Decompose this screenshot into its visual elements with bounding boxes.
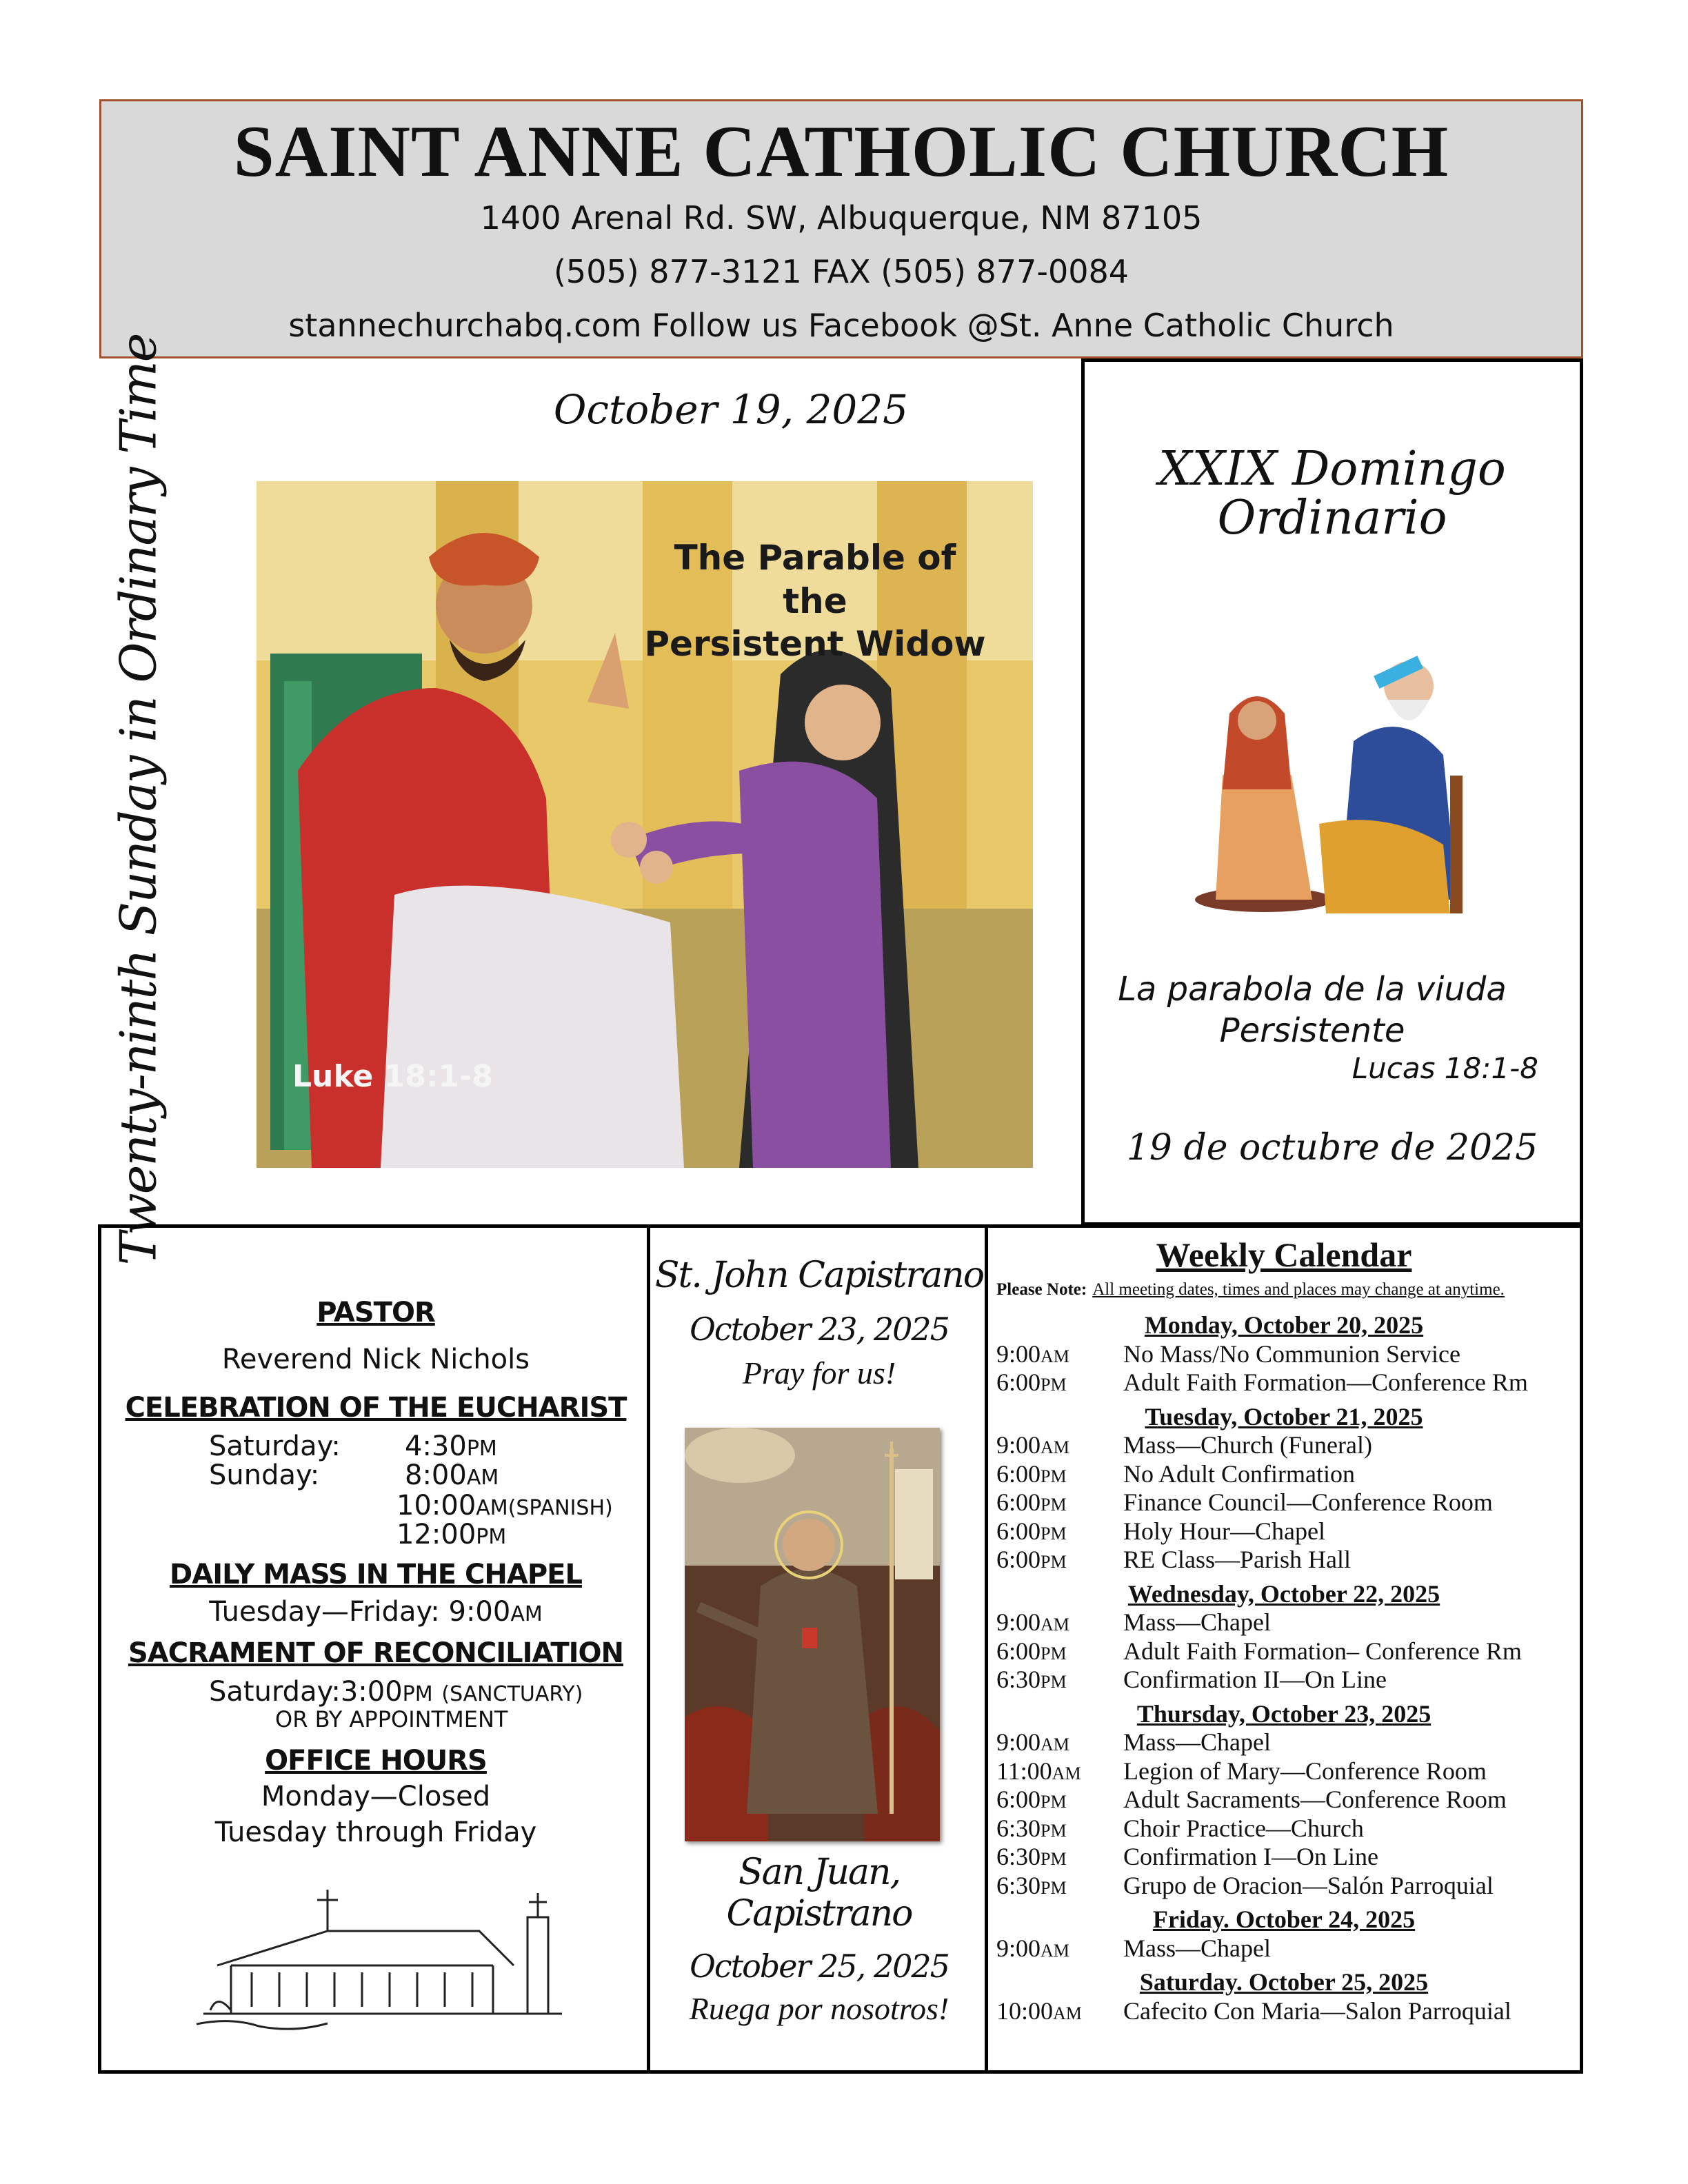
calendar-event-description: Choir Practice—Church (1123, 1814, 1364, 1842)
calendar-event-description: Confirmation I—On Line (1123, 1843, 1378, 1870)
spanish-scripture-reference: Lucas 18:1-8 (1352, 1051, 1538, 1085)
church-building-sketch (190, 1876, 576, 2041)
calendar-day-heading: Tuesday, October 21, 2025 (1145, 1402, 1423, 1430)
saint-name-spanish-line2: Capistrano (726, 1892, 912, 1934)
calendar-event-time: 6:00PM (996, 1488, 1067, 1516)
spanish-title (1085, 442, 1580, 546)
reconciliation-place: (SANCTUARY) (441, 1682, 583, 1706)
calendar-event-time: 6:30PM (996, 1814, 1067, 1842)
calendar-event-time: 9:00AM (996, 1339, 1069, 1368)
church-name: SAINT ANNE CATHOLIC CHURCH (233, 111, 1449, 192)
saint-name-spanish-line1: San Juan, (738, 1852, 900, 1893)
calendar-event-time: 11:00AM (996, 1757, 1081, 1785)
calendar-event-description: Cafecito Con Maria—Salon Parroquial (1123, 1996, 1511, 2025)
calendar-event-time: 6:00PM (996, 1546, 1067, 1573)
bulletin-date: October 19, 2025 (553, 386, 909, 433)
pastor-name: Reverend Nick Nichols (221, 1344, 530, 1375)
church-header (99, 99, 1583, 358)
painting-caption-line1: The Parable of the (674, 538, 956, 621)
calendar-event-description: Adult Sacraments—Conference Room (1123, 1786, 1507, 1813)
calendar-event-time: 9:00AM (996, 1728, 1069, 1756)
calendar-event-description: Mass—Church (Funeral) (1123, 1431, 1372, 1459)
pm-label: PM (466, 1437, 497, 1461)
calendar-event-description: Mass—Chapel (1123, 1608, 1271, 1636)
reconciliation-appointment: OR BY APPOINTMENT (275, 1706, 508, 1732)
saint-john-capistrano-painting (685, 1428, 940, 1841)
saint-date-spanish: October 25, 2025 (690, 1948, 949, 1985)
calendar-note (996, 1280, 1505, 1300)
spanish-title-line2: Ordinario (1217, 491, 1447, 546)
office-hours-line1: Monday—Closed (261, 1781, 491, 1812)
calendar-event-time: 6:30PM (996, 1871, 1067, 1899)
saturday-label: Saturday: (209, 1430, 341, 1462)
reconciliation-heading: SACRAMENT OF RECONCILIATION (128, 1637, 624, 1669)
calendar-day-heading: Saturday. October 25, 2025 (1139, 1968, 1429, 1996)
calendar-day-heading: Wednesday, October 22, 2025 (1127, 1579, 1440, 1608)
pm-label: PM (402, 1682, 433, 1706)
spanish-date: 19 de octubre de 2025 (1126, 1127, 1538, 1169)
calendar-event-time: 9:00AM (996, 1608, 1069, 1636)
painting-caption (643, 536, 987, 666)
spanish-parable-title (1105, 969, 1519, 1051)
daily-mass-times (101, 1596, 650, 1628)
calendar-event-time: 6:00PM (996, 1459, 1067, 1488)
calendar-event-time: 6:00PM (996, 1637, 1067, 1665)
sunday-time-2: 10:00 (396, 1490, 476, 1521)
calendar-event-description: No Mass/No Communion Service (1123, 1339, 1460, 1368)
calendar-event-description: Adult Faith Formation– Conference Rm (1123, 1637, 1522, 1665)
saturday-time: 4:30 (405, 1430, 467, 1462)
office-hours-heading: OFFICE HOURS (265, 1745, 487, 1777)
calendar-event-description: Mass—Chapel (1123, 1728, 1271, 1756)
spanish-panel (1081, 358, 1583, 1226)
calendar-title: Weekly Calendar (1156, 1235, 1412, 1274)
saint-column (650, 1228, 988, 2070)
calendar-event-time: 6:00PM (996, 1786, 1067, 1813)
calendar-event-description: No Adult Confirmation (1123, 1459, 1355, 1488)
sunday-time-1: 8:00 (405, 1459, 467, 1491)
calendar-event-description: Confirmation II—On Line (1123, 1666, 1387, 1693)
sunday-mass-time-2 (396, 1490, 613, 1521)
calendar-event-description: Finance Council—Conference Room (1123, 1488, 1493, 1516)
am-label: AM (466, 1466, 499, 1490)
spanish-title-line1: XXIX Domingo (1158, 442, 1506, 496)
calendar-day-heading: Friday. October 24, 2025 (1152, 1905, 1416, 1933)
scripture-reference: Luke 18:1-8 (292, 1059, 493, 1094)
calendar-event-description: Legion of Mary—Conference Room (1123, 1757, 1487, 1785)
church-address: 1400 Arenal Rd. SW, Albuquerque, NM 87105 (480, 199, 1203, 236)
calendar-event-time: 6:30PM (996, 1666, 1067, 1693)
weekly-calendar (988, 1228, 1580, 2070)
spanish-mass-note: (SPANISH) (508, 1496, 613, 1520)
calendar-event-description: Holy Hour—Chapel (1123, 1517, 1325, 1545)
am-label: AM (510, 1602, 543, 1626)
church-website-social: stannechurchabq.com Follow us Facebook @St. Anne Catholic Church (288, 307, 1394, 344)
eucharist-heading: CELEBRATION OF THE EUCHARIST (125, 1392, 627, 1424)
church-phone-fax: (505) 877-3121 FAX (505) 877-0084 (553, 253, 1129, 290)
sunday-title: Twenty-ninth Sunday in Ordinary Time (109, 334, 168, 1266)
am-label: AM (476, 1496, 508, 1520)
bottom-info-panel (98, 1224, 1583, 2074)
calendar-day-heading: Monday, October 20, 2025 (1144, 1311, 1424, 1339)
sunday-mass-time-3 (396, 1519, 506, 1550)
pm-label: PM (476, 1525, 507, 1549)
calendar-note-text: All meeting dates, times and places may change at anytime. (1092, 1280, 1505, 1299)
calendar-note-label: Please Note: (996, 1280, 1087, 1299)
saturday-mass-time (405, 1430, 497, 1462)
widow-and-judge-illustration (1181, 638, 1471, 924)
sunday-mass-time-1 (405, 1459, 499, 1491)
calendar-event-time: 10:00AM (996, 1996, 1082, 2025)
calendar-event-time: 6:00PM (996, 1517, 1067, 1545)
calendar-day-heading: Thursday, October 23, 2025 (1136, 1699, 1431, 1728)
saint-name-spanish (650, 1852, 988, 1935)
calendar-event-time: 6:30PM (996, 1843, 1067, 1870)
parish-info-column (101, 1228, 650, 2070)
calendar-event-description: Adult Faith Formation—Conference Rm (1123, 1368, 1528, 1396)
daily-mass-text: Tuesday—Friday: 9:00 (209, 1596, 511, 1628)
saint-prayer-spanish: Ruega por nosotros! (689, 1991, 950, 2026)
reconciliation-text: Saturday:3:00 (209, 1676, 403, 1708)
calendar-event-time: 9:00AM (996, 1934, 1069, 1962)
pastor-heading: PASTOR (316, 1297, 435, 1328)
sunday-title-vertical (41, 334, 234, 1266)
saint-name-english: St. John Capistrano (654, 1255, 984, 1296)
calendar-event-description: RE Class—Parish Hall (1123, 1546, 1351, 1573)
calendar-event-description: Grupo de Oracion—Salón Parroquial (1123, 1871, 1494, 1899)
spanish-parable-line1: La parabola de la viuda (1118, 970, 1507, 1009)
spanish-parable-line2: Persistente (1219, 1011, 1405, 1050)
sunday-label: Sunday: (209, 1459, 320, 1491)
calendar-event-time: 6:00PM (996, 1368, 1067, 1396)
office-hours-line2: Tuesday through Friday (214, 1817, 537, 1848)
reconciliation-times (209, 1676, 583, 1708)
calendar-event-description: Mass—Chapel (1123, 1934, 1271, 1962)
daily-mass-heading: DAILY MASS IN THE CHAPEL (170, 1559, 582, 1590)
calendar-event-time: 9:00AM (996, 1431, 1069, 1459)
persistent-widow-painting (257, 481, 1033, 1168)
saint-prayer-english: Pray for us! (742, 1355, 896, 1391)
sunday-time-3: 12:00 (396, 1519, 476, 1550)
painting-caption-line2: Persistent Widow (644, 624, 986, 664)
saint-date-english: October 23, 2025 (690, 1311, 949, 1348)
